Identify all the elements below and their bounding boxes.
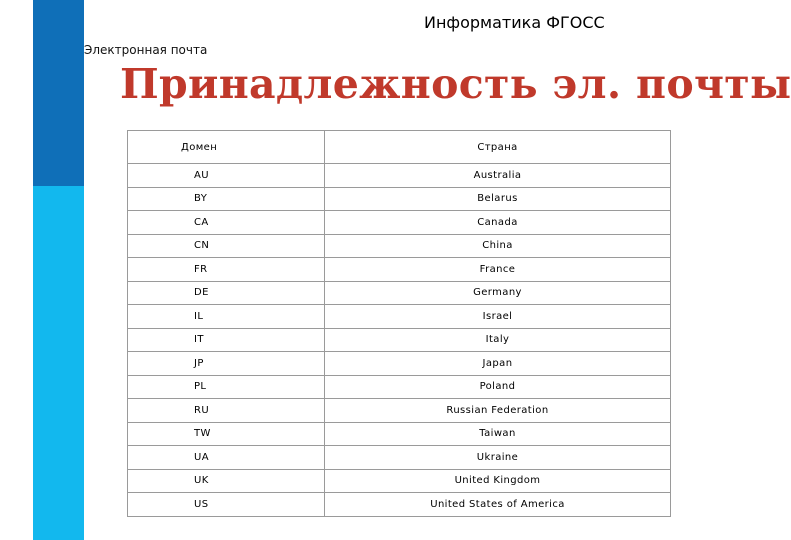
domain-cell: JP bbox=[128, 352, 325, 376]
domain-cell: AU bbox=[128, 164, 325, 188]
domain-cell: PL bbox=[128, 375, 325, 399]
country-cell: China bbox=[325, 234, 671, 258]
domain-cell: RU bbox=[128, 399, 325, 423]
domain-cell: UK bbox=[128, 469, 325, 493]
column-header-domain: Домен bbox=[128, 131, 325, 164]
table-row bbox=[128, 375, 671, 399]
country-cell: United Kingdom bbox=[325, 469, 671, 493]
section-label: Электронная почта bbox=[84, 43, 208, 57]
table-row bbox=[128, 328, 671, 352]
table-row bbox=[128, 446, 671, 470]
table-header-row bbox=[128, 131, 671, 164]
table-row bbox=[128, 187, 671, 211]
domain-cell: TW bbox=[128, 422, 325, 446]
country-cell: Russian Federation bbox=[325, 399, 671, 423]
slide-title: Принадлежность эл. почты bbox=[120, 60, 791, 108]
country-cell: Italy bbox=[325, 328, 671, 352]
country-cell: United States of America bbox=[325, 493, 671, 517]
country-cell: Australia bbox=[325, 164, 671, 188]
table-row bbox=[128, 258, 671, 282]
table-row bbox=[128, 352, 671, 376]
domain-cell: CN bbox=[128, 234, 325, 258]
country-cell: Ukraine bbox=[325, 446, 671, 470]
domain-cell: CA bbox=[128, 211, 325, 235]
table-row bbox=[128, 399, 671, 423]
table-row bbox=[128, 493, 671, 517]
table-row bbox=[128, 422, 671, 446]
country-cell: Germany bbox=[325, 281, 671, 305]
left-accent-bar-dark bbox=[33, 0, 84, 186]
domain-cell: UA bbox=[128, 446, 325, 470]
table-row bbox=[128, 305, 671, 329]
column-header-country: Страна bbox=[325, 131, 671, 164]
table-row bbox=[128, 211, 671, 235]
table-row bbox=[128, 234, 671, 258]
domain-cell: BY bbox=[128, 187, 325, 211]
table-row bbox=[128, 281, 671, 305]
country-cell: Israel bbox=[325, 305, 671, 329]
domain-cell: US bbox=[128, 493, 325, 517]
domain-cell: IT bbox=[128, 328, 325, 352]
country-cell: Canada bbox=[325, 211, 671, 235]
left-accent-bar-light bbox=[33, 186, 84, 540]
country-cell: Japan bbox=[325, 352, 671, 376]
domain-cell: FR bbox=[128, 258, 325, 282]
country-cell: France bbox=[325, 258, 671, 282]
domain-cell: IL bbox=[128, 305, 325, 329]
table-row bbox=[128, 469, 671, 493]
country-cell: Taiwan bbox=[325, 422, 671, 446]
domain-cell: DE bbox=[128, 281, 325, 305]
table-row bbox=[128, 164, 671, 188]
header-title: Информатика ФГОСС bbox=[424, 13, 605, 32]
domain-country-table bbox=[127, 130, 671, 517]
country-cell: Poland bbox=[325, 375, 671, 399]
country-cell: Belarus bbox=[325, 187, 671, 211]
